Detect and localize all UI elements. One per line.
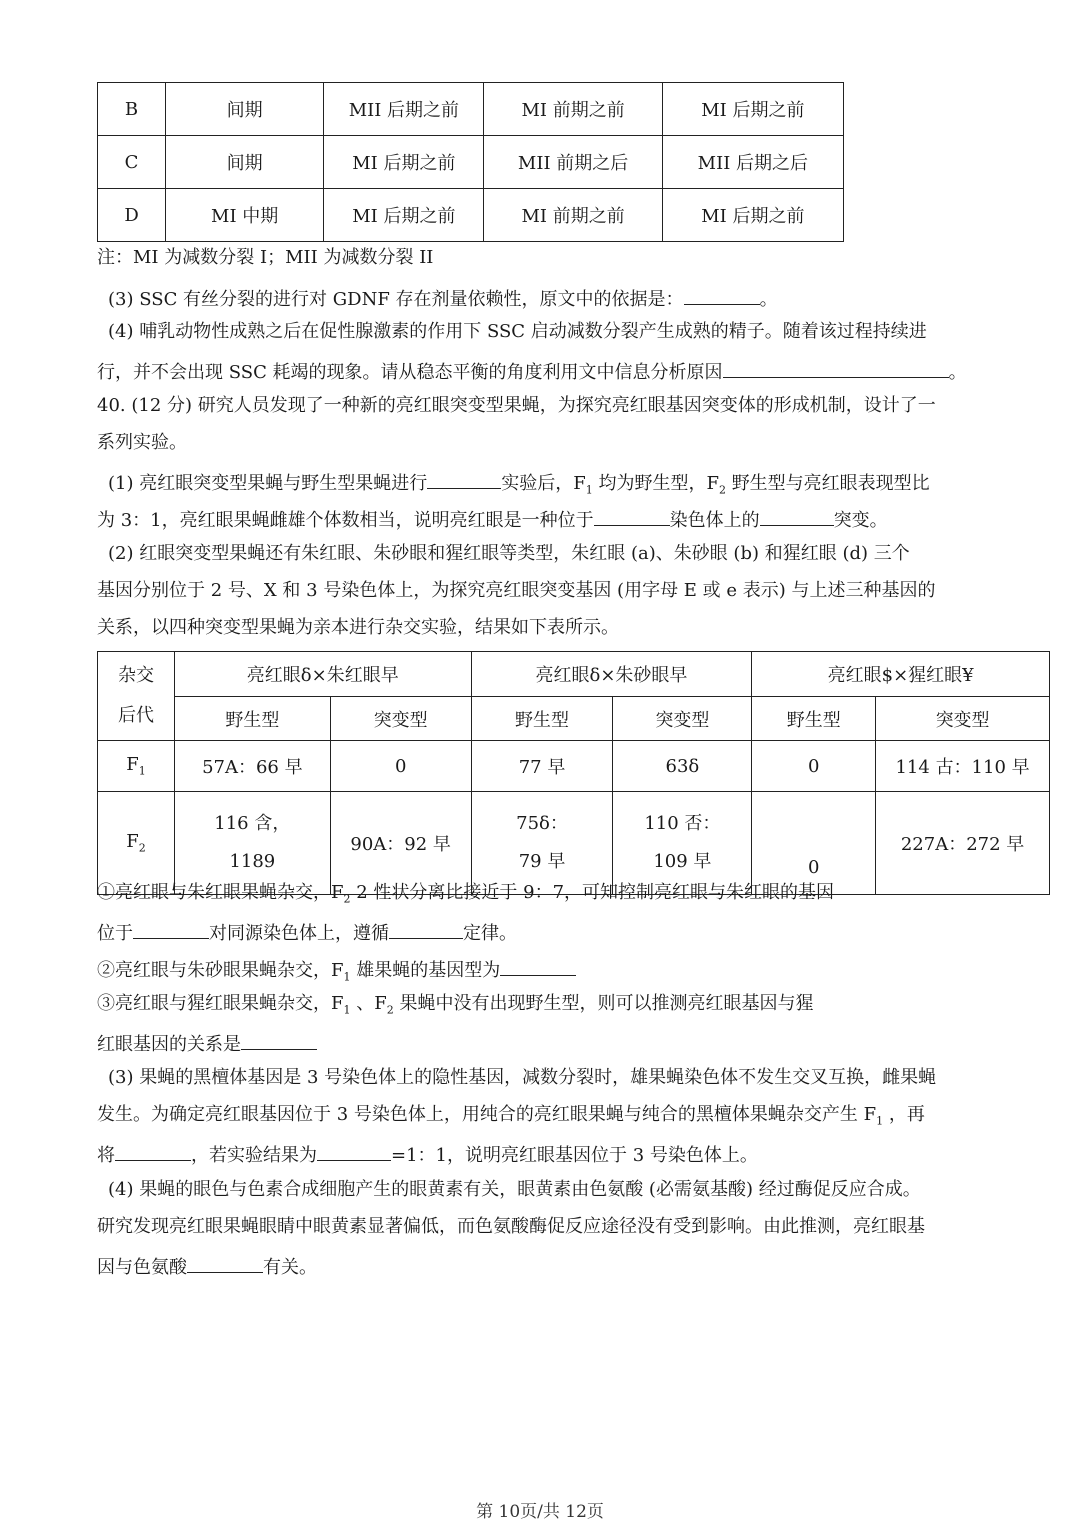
answer-blank[interactable] — [187, 1252, 263, 1273]
mutant-type-header: 突变型 — [613, 697, 752, 741]
table-cell: MII 后期之后 — [662, 136, 843, 189]
table-cell: 77 早 — [471, 741, 613, 792]
cell-line: 79 早 — [518, 851, 566, 872]
cell-line: 110 否： — [644, 813, 721, 834]
table-cell — [613, 792, 752, 895]
question-4-line-2 — [97, 357, 967, 385]
sub-question-2 — [97, 955, 576, 990]
question-text: 均为野生型，F — [598, 473, 719, 494]
table-cell — [471, 792, 613, 895]
answer-options-table — [97, 82, 844, 242]
cell-line: 75δ： — [516, 813, 568, 834]
question-text: 2 性状分离比接近于 9：7，可知控制亮红眼与朱红眼的基因 — [356, 882, 835, 903]
question-text: ②亮红眼与朱砂眼果蝇杂交，F — [97, 960, 344, 981]
table-cell: 间期 — [166, 83, 324, 136]
question-4-line-1: (4) 哺乳动物性成熟之后在促性腺激素的作用下 SSC 启动减数分裂产生成熟的精子。随着该过程持续进 — [108, 321, 927, 342]
subscript: 2 — [718, 483, 726, 497]
table-cell: 90A：92 早 — [330, 792, 471, 895]
cell-line: 1189 — [229, 851, 276, 872]
table-row-f2 — [98, 792, 1050, 895]
wild-type-header: 野生型 — [471, 697, 613, 741]
part-1-line-2 — [97, 505, 888, 533]
table-cell: MI 后期之前 — [662, 83, 843, 136]
page-number: 第 10页/共 12页 — [476, 1502, 604, 1522]
question-text: 对同源染色体上，遵循 — [209, 923, 389, 944]
sub-question-1-line-2 — [97, 918, 517, 946]
subscript: 2 — [343, 892, 351, 906]
question-text: 果蝇中没有出现野生型，则可以推测亮红眼基因与猩 — [399, 993, 814, 1014]
subscript: 1 — [585, 483, 593, 497]
corner-label-bottom: 后代 — [117, 705, 154, 726]
table-cell: 0 — [330, 741, 471, 792]
generation-label — [98, 792, 175, 895]
table-cell: 114 古：110 早 — [876, 741, 1050, 792]
subscript: 1 — [343, 970, 351, 984]
sub-question-3-line-1 — [97, 992, 813, 1023]
table-subheader-row — [98, 697, 1050, 741]
generation-label — [98, 741, 175, 792]
part-2-line-1: (2) 红眼突变型果蝇还有朱红眼、朱砂眼和猩红眼等类型，朱红眼 (a)、朱砂眼 (b) 和猩红眼 (d) 三个 — [108, 543, 910, 564]
question-text: 行，并不会出现 SSC 耗竭的现象。请从稳态平衡的角度利用文中信息分析原因 — [97, 362, 723, 383]
cross-results-table — [97, 651, 1050, 895]
part-4-line-3 — [97, 1252, 317, 1280]
question-text: 位于 — [97, 923, 133, 944]
table-cell: MI 中期 — [166, 189, 324, 242]
cell-value: 0 — [807, 857, 820, 878]
table-note: 注：MI 为减数分裂 I；MII 为减数分裂 II — [97, 247, 434, 268]
question-text: 、F — [356, 993, 387, 1014]
answer-blank[interactable] — [427, 468, 501, 489]
question-text: ③亮红眼与猩红眼果蝇杂交，F — [97, 993, 344, 1014]
part-4-line-1: (4) 果蝇的眼色与色素合成细胞产生的眼黄素有关，眼黄素由色氨酸 (必需氨基酸) 经过酶促反应合成。 — [108, 1179, 921, 1200]
table-cell: B — [98, 83, 166, 136]
part-3-line-2 — [97, 1103, 925, 1134]
cell-line: 116 含， — [214, 813, 291, 834]
table-cell: MI 后期之前 — [324, 189, 484, 242]
part-3-line-1: (3) 果蝇的黑檀体基因是 3 号染色体上的隐性基因，减数分裂时，雄果蝇染色体不发生交叉互换，雌果蝇 — [108, 1067, 937, 1088]
question-3 — [108, 284, 778, 312]
table-cell: MI 后期之前 — [324, 136, 484, 189]
answer-blank[interactable] — [723, 357, 949, 378]
sub-question-3-line-2 — [97, 1029, 317, 1057]
corner-label-top: 杂交 — [117, 665, 154, 686]
question-text: 因与色氨酸 — [97, 1257, 187, 1278]
subscript: 2 — [138, 841, 146, 855]
table-cell: 间期 — [166, 136, 324, 189]
question-text: 实验后，F — [501, 473, 586, 494]
answer-blank[interactable] — [684, 284, 760, 305]
table-cell — [174, 792, 330, 895]
table-cell — [752, 792, 876, 895]
subscript: 1 — [876, 1114, 884, 1128]
table-header-row — [98, 652, 1050, 697]
question-text: =1：1，说明亮红眼基因位于 3 号染色体上。 — [391, 1145, 758, 1166]
cross-header: 亮红眼$×猩红眼¥ — [752, 652, 1050, 697]
answer-blank[interactable] — [115, 1140, 191, 1161]
question-text: 雄果蝇的基因型为 — [356, 960, 501, 981]
answer-blank[interactable] — [133, 918, 209, 939]
mutant-type-header: 突变型 — [876, 697, 1050, 741]
subscript: 1 — [343, 1003, 351, 1017]
cell-line: 109 早 — [653, 851, 712, 872]
question-text: ，若实验结果为 — [191, 1145, 317, 1166]
punctuation: 。 — [759, 289, 778, 310]
answer-blank[interactable] — [500, 955, 576, 976]
answer-blank[interactable] — [760, 505, 834, 526]
question-text: 突变。 — [833, 510, 888, 531]
table-row — [98, 189, 844, 242]
generation-letter: F — [126, 831, 139, 853]
question-text: 红眼基因的关系是 — [97, 1034, 241, 1055]
question-text: (3) SSC 有丝分裂的进行对 GDNF 存在剂量依赖性，原文中的依据是： — [108, 289, 684, 310]
question-text: (1) 亮红眼突变型果蝇与野生型果蝇进行 — [108, 473, 428, 494]
wild-type-header: 野生型 — [752, 697, 876, 741]
wild-type-header: 野生型 — [174, 697, 330, 741]
table-cell: MI 前期之前 — [484, 83, 662, 136]
cross-header: 亮红眼δ×朱砂眼早 — [471, 652, 752, 697]
answer-blank[interactable] — [594, 505, 670, 526]
table-cell: 57A：66 早 — [174, 741, 330, 792]
question-40-line-2: 系列实验。 — [97, 432, 187, 453]
cross-header: 亮红眼δ×朱红眼早 — [174, 652, 471, 697]
question-text: 定律。 — [463, 923, 517, 944]
mutant-type-header: 突变型 — [330, 697, 471, 741]
question-text: ，再 — [888, 1104, 925, 1125]
question-text: 发生。为确定亮红眼基因位于 3 号染色体上，用纯合的亮红眼果蝇与纯合的黑檀体果蝇杂交产生 F — [97, 1104, 877, 1125]
question-text: 野生型与亮红眼表现型比 — [731, 473, 930, 494]
corner-header-cell — [98, 652, 175, 741]
table-cell: MI 后期之前 — [662, 189, 843, 242]
generation-letter: F — [126, 754, 139, 776]
question-text: ①亮红眼与朱红眼果蝇杂交，F — [97, 882, 344, 903]
part-1-line-1 — [108, 468, 930, 503]
table-cell: MII 后期之前 — [324, 83, 484, 136]
answer-blank[interactable] — [317, 1140, 391, 1161]
question-text: 染色体上的 — [669, 510, 760, 531]
question-text: 将 — [97, 1145, 115, 1166]
part-2-line-2: 基因分别位于 2 号、X 和 3 号染色体上，为探究亮红眼突变基因 (用字母 E 或 e 表示) 与上述三种基因的 — [97, 580, 936, 601]
table-cell: MI 前期之前 — [484, 189, 662, 242]
question-40-line-1: 40. (12 分) 研究人员发现了一种新的亮红眼突变型果蝇，为探究亮红眼基因突变体的形成机制，设计了一 — [97, 395, 936, 416]
table-row-f1 — [98, 741, 1050, 792]
question-text: 有关。 — [263, 1257, 317, 1278]
table-cell: MII 前期之后 — [484, 136, 662, 189]
question-text: 为 3：1，亮红眼果蝇雌雄个体数相当，说明亮红眼是一种位于 — [97, 510, 594, 531]
table-cell: 0 — [752, 741, 876, 792]
punctuation: 。 — [948, 362, 967, 383]
table-cell: D — [98, 189, 166, 242]
table-row — [98, 136, 844, 189]
part-3-line-3 — [97, 1140, 758, 1168]
subscript: 2 — [386, 1003, 394, 1017]
answer-blank[interactable] — [389, 918, 463, 939]
table-cell: 63δ — [613, 741, 752, 792]
subscript: 1 — [138, 764, 146, 778]
table-row — [98, 83, 844, 136]
sub-question-1-line-1 — [97, 881, 834, 912]
table-cell: C — [98, 136, 166, 189]
answer-blank[interactable] — [241, 1029, 317, 1050]
table-cell: 227A：272 早 — [876, 792, 1050, 895]
part-2-line-3: 关系，以四种突变型果蝇为亲本进行杂交实验，结果如下表所示。 — [97, 617, 619, 638]
part-4-line-2: 研究发现亮红眼果蝇眼睛中眼黄素显著偏低，而色氨酸酶促反应途径没有受到影响。由此推测，亮红眼基 — [97, 1216, 925, 1237]
